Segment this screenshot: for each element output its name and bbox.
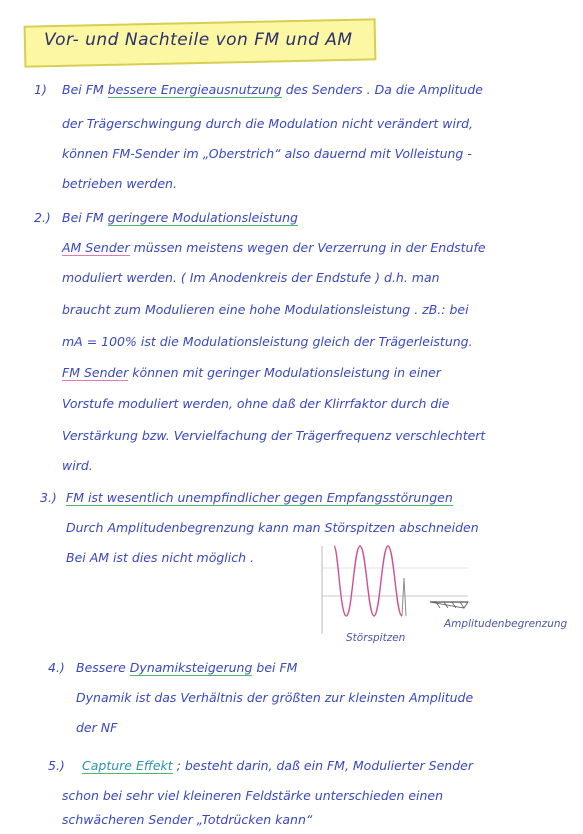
section-1-number: 1) <box>34 82 47 97</box>
section-2-line-3: moduliert werden. ( Im Anodenkreis der Endstufe ) d.h. man <box>62 270 440 285</box>
section-3-line-2: Durch Amplitudenbegrenzung kann man Störspitzen abschneiden <box>66 520 479 535</box>
highlight-text: Capture Effekt <box>82 758 173 773</box>
line-text: Bei FM <box>62 210 108 225</box>
signal-wave <box>334 546 402 616</box>
section-5-line-1 <box>82 758 473 774</box>
section-2-line-8: Verstärkung bzw. Vervielfachung der Trägerfrequenz verschlechtert <box>62 428 486 443</box>
highlight-text: bessere Energieausnutzung <box>107 82 282 97</box>
highlight-text: geringere Modulationsleistung <box>107 210 298 225</box>
section-3-line-1 <box>66 490 453 506</box>
section-4-number: 4.) <box>48 660 65 675</box>
section-2-line-5: mA = 100% ist die Modulationsleistung gleich der Trägerleistung. <box>62 334 473 349</box>
section-3-line-3: Bei AM ist dies nicht möglich . <box>66 550 254 565</box>
section-2-line-9: wird. <box>62 458 93 473</box>
section-1-line-3: können FM-Sender im „Oberstrich“ also dauernd mit Volleistung - <box>62 146 472 161</box>
diagram-label-limit: Amplitudenbegrenzung <box>444 618 568 630</box>
line-text: Bessere <box>76 660 130 675</box>
section-4-line-2: Dynamik ist das Verhältnis der größten zur kleinsten Amplitude <box>76 690 474 705</box>
highlight-text: AM Sender <box>62 240 130 255</box>
section-3-number: 3.) <box>40 490 57 505</box>
section-4-line-3: der NF <box>76 720 118 735</box>
section-4-line-1 <box>76 660 297 676</box>
highlight-text: FM Sender <box>62 365 129 380</box>
section-2-line-2 <box>62 240 486 256</box>
noise-spike <box>402 578 406 616</box>
section-2-number: 2.) <box>34 210 51 225</box>
line-text: können mit geringer Modulationsleistung in einer <box>128 365 441 380</box>
section-2-line-6 <box>62 365 441 381</box>
highlight-text: Dynamiksteigerung <box>129 660 253 675</box>
line-text: müssen meistens wegen der Verzerrung in der Endstufe <box>129 240 486 255</box>
hatch-mark <box>436 602 440 608</box>
diagram-label-spikes: Störspitzen <box>346 632 406 644</box>
line-text: bei FM <box>252 660 298 675</box>
line-text: des Senders . Da die Amplitude <box>281 82 483 97</box>
line-text: Bei FM <box>62 82 108 97</box>
section-5-number: 5.) <box>48 758 65 773</box>
page-title: Vor- und Nachteile von FM und AM <box>44 30 353 50</box>
line-text: ; besteht darin, daß ein FM, Modulierter Sender <box>172 758 473 773</box>
section-2-line-4: braucht zum Modulieren eine hohe Modulationsleistung . zB.: bei <box>62 302 469 317</box>
section-5-line-3: schwächeren Sender „Totdrücken kann“ <box>62 812 313 827</box>
section-1-line-4: betrieben werden. <box>62 176 177 191</box>
highlight-text: FM ist wesentlich unempfindlicher gegen Empfangsstörungen <box>66 490 453 505</box>
section-1-line-2: der Trägerschwingung durch die Modulation nicht verändert wird, <box>62 116 474 131</box>
hatch-mark <box>452 602 456 608</box>
section-2-line-1 <box>62 210 298 226</box>
section-5-line-2: schon bei sehr viel kleineren Feldstärke unterschieden einen <box>62 788 444 803</box>
section-1-line-1 <box>62 82 483 98</box>
section-2-line-7: Vorstufe moduliert werden, ohne daß der Klirrfaktor durch die <box>62 396 450 411</box>
